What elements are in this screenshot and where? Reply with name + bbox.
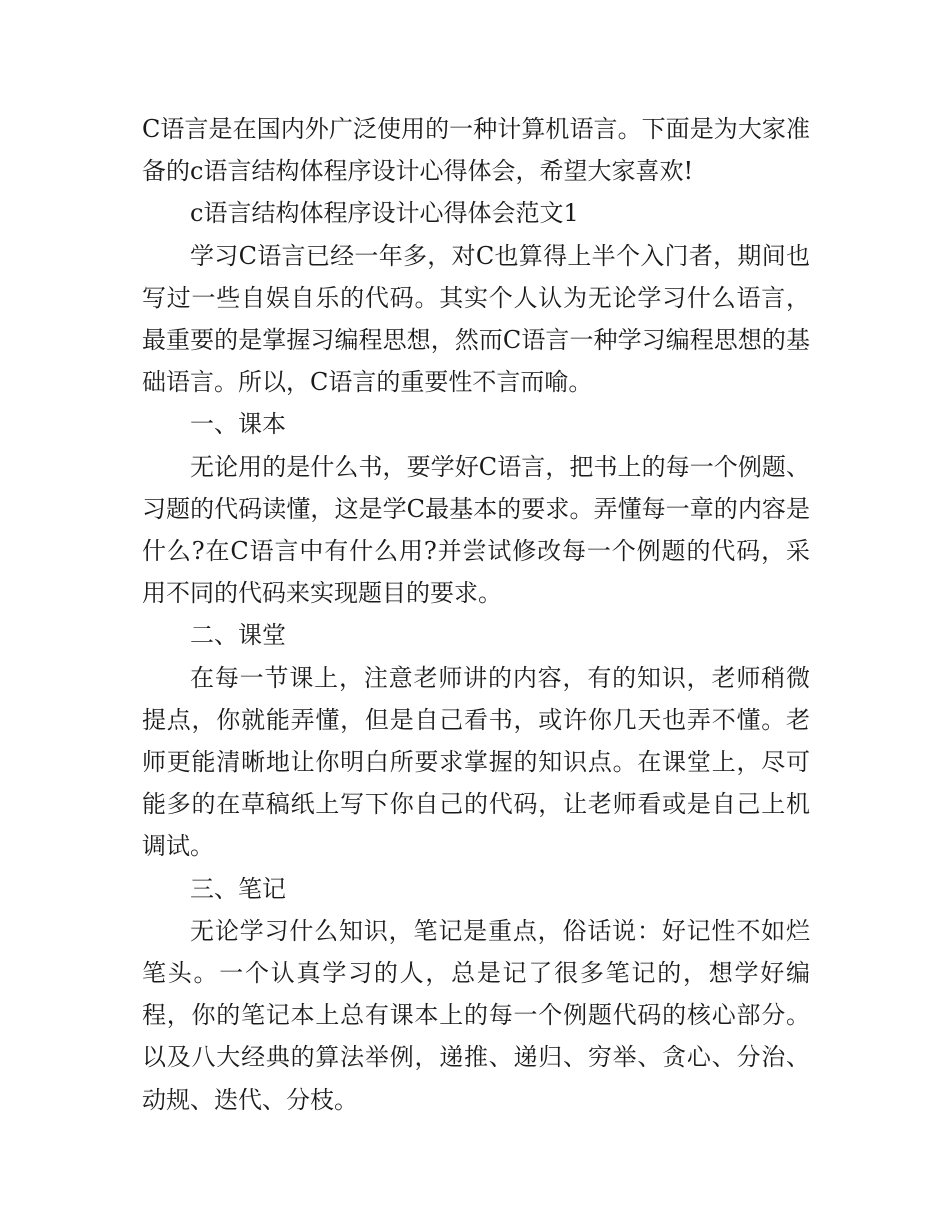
body-paragraph: 学习C语言已经一年多，对C也算得上半个入门者，期间也写过一些自娱自乐的代码。其实个人认为无论学习什么语言，最重要的是掌握习编程思想，然而C语言一种学习编程思想的基础语言。所以，C语言的重要性不言而喻。	[142, 241, 810, 397]
document-body	[142, 108, 810, 1121]
section-heading-notes: 三、笔记	[190, 874, 286, 903]
section-heading-classroom: 二、课堂	[190, 621, 286, 650]
body-paragraph: 在每一节课上，注意老师讲的内容，有的知识，老师稍微提点，你就能弄懂，但是自己看书，或许你几天也弄不懂。老师更能清晰地让你明白所要求掌握的知识点。在课堂上，尽可能多的在草稿纸上写下你自己的代码，让老师看或是自己上机调试。	[142, 663, 810, 861]
intro-paragraph: C语言是在国内外广泛使用的一种计算机语言。下面是为大家准备的c语言结构体程序设计心得体会，希望大家喜欢!	[142, 115, 810, 186]
article-title: c语言结构体程序设计心得体会范文1	[190, 199, 579, 228]
body-paragraph: 无论用的是什么书，要学好C语言，把书上的每一个例题、习题的代码读懂，这是学C最基本的要求。弄懂每一章的内容是什么?在C语言中有什么用?并尝试修改每一个例题的代码，采用不同的代码来实现题目的要求。	[142, 452, 810, 608]
section-heading-textbook: 一、课本	[190, 410, 286, 439]
body-paragraph: 无论学习什么知识，笔记是重点，俗话说：好记性不如烂笔头。一个认真学习的人，总是记了很多笔记的，想学好编程，你的笔记本上总有课本上的每一个例题代码的核心部分。以及八大经典的算法举例，递推、递归、穷举、贪心、分治、动规、迭代、分枝。	[142, 916, 810, 1114]
